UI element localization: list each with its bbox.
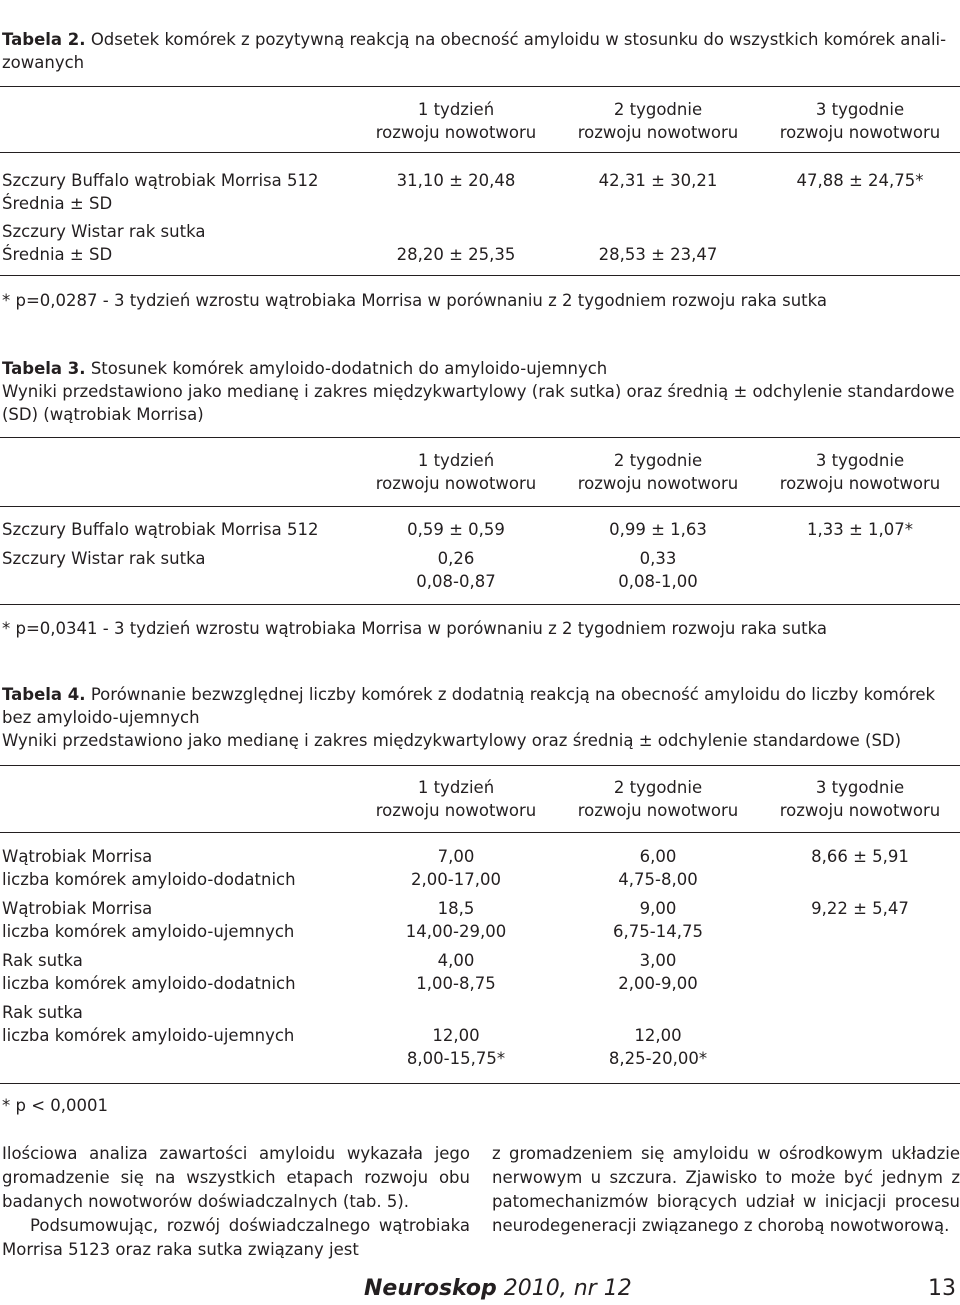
body-column-left xyxy=(2,1142,470,1262)
table3-header-week1: 1 tydzień rozwoju nowotworu xyxy=(375,451,537,493)
table3-row2-week2: 0,33 0,08-1,00 xyxy=(618,549,698,591)
table2-row1-label: Szczury Buffalo wątrobiak Morrisa 512 Średnia ± SD xyxy=(2,171,319,213)
table2-row2-week2: 28,53 ± 23,47 xyxy=(598,245,718,264)
table2-row1-week1: 31,10 ± 20,48 xyxy=(396,171,516,190)
table3-row2-label: Szczury Wistar rak sutka xyxy=(2,549,206,568)
page-number: 13 xyxy=(928,1276,956,1301)
table2-header-week1: 1 tydzień rozwoju nowotworu xyxy=(375,100,537,142)
table3-caption xyxy=(2,357,958,426)
table2-header-week2: 2 tygodnie rozwoju nowotworu xyxy=(577,100,739,142)
table3-label: Tabela 3. xyxy=(2,359,86,378)
table3-header-week3: 3 tygodnie rozwoju nowotworu xyxy=(779,451,941,493)
table3-row1-week3: 1,33 ± 1,07* xyxy=(806,520,914,539)
table2-top-rule xyxy=(0,86,960,87)
table4-row3-week2: 3,00 2,00-9,00 xyxy=(618,951,698,993)
table2-caption xyxy=(2,28,958,74)
table4-label: Tabela 4. xyxy=(2,685,86,704)
table2-row2-week1: 28,20 ± 25,35 xyxy=(396,245,516,264)
table2-caption-line1: Odsetek komórek z pozytywną reakcją na obecność amyloidu w stosunku do wszystkich komórek anali- xyxy=(90,30,947,49)
body-left-paragraph1: Ilościowa analiza zawartości amyloidu wykazała jego gromadzenie się na wszystkich etapach rozwoju obu badanych nowotworów doświadczalnych (tab. 5). xyxy=(2,1144,470,1211)
body-left-paragraph2: Podsumowując, rozwój doświadczalnego wątrobiaka Morrisa 5123 oraz raka sutka związany jest xyxy=(2,1216,470,1259)
table4-caption-line2: bez amyloido-ujemnych xyxy=(2,708,200,727)
table4-row2-week1: 18,5 14,00-29,00 xyxy=(405,899,507,941)
table2-header-week3: 3 tygodnie rozwoju nowotworu xyxy=(779,100,941,142)
journal-issue: 2010, nr 12 xyxy=(503,1276,632,1301)
table2-row1-week2: 42,31 ± 30,21 xyxy=(598,171,718,190)
table3-caption-line3: (SD) (wątrobiak Morrisa) xyxy=(2,405,204,424)
table4-header-week1: 1 tydzień rozwoju nowotworu xyxy=(375,778,537,820)
table4-bottom-rule xyxy=(0,1083,960,1084)
table4-row1-week1: 7,00 2,00-17,00 xyxy=(411,847,501,889)
table4-caption xyxy=(2,683,958,752)
table3-footnote: * p=0,0341 - 3 tydzień wzrostu wątrobiaka Morrisa w porównaniu z 2 tygodniem rozwoju raka sutka xyxy=(2,619,828,638)
table3-row1-label: Szczury Buffalo wątrobiak Morrisa 512 xyxy=(2,520,319,539)
journal-footer xyxy=(364,1274,632,1304)
journal-brand: Neuroskop xyxy=(364,1276,497,1301)
body-column-right xyxy=(492,1142,960,1238)
table4-row1-label: Wątrobiak Morrisa liczba komórek amyloido-dodatnich xyxy=(2,847,296,889)
table2-header-rule xyxy=(0,152,960,153)
table4-row2-week2: 9,00 6,75-14,75 xyxy=(613,899,703,941)
table4-row4-week2: 12,00 8,25-20,00* xyxy=(608,1026,708,1068)
table4-header-week2: 2 tygodnie rozwoju nowotworu xyxy=(577,778,739,820)
table3-header-rule xyxy=(0,506,960,507)
table4-row2-week3: 9,22 ± 5,47 xyxy=(811,899,909,918)
table2-bottom-rule xyxy=(0,275,960,276)
table4-row1-week3: 8,66 ± 5,91 xyxy=(811,847,909,866)
table4-row3-week1: 4,00 1,00-8,75 xyxy=(416,951,496,993)
table2-caption-line2: zowanych xyxy=(2,53,85,72)
table4-row1-week2: 6,00 4,75-8,00 xyxy=(618,847,698,889)
table3-row1-week1: 0,59 ± 0,59 xyxy=(407,520,505,539)
body-right-paragraph: z gromadzeniem się amyloidu w ośrodkowym układzie nerwowym u szczura. Zjawisko to może być jednym z patomechanizmów biorących udział w inicjacji procesu neurodegeneracji związanego z chorobą nowotworową. xyxy=(492,1144,960,1235)
table4-row4-label: Rak sutka liczba komórek amyloido-ujemnych xyxy=(2,1003,295,1045)
table3-row2-week1: 0,26 0,08-0,87 xyxy=(416,549,496,591)
table3-header-week2: 2 tygodnie rozwoju nowotworu xyxy=(577,451,739,493)
table4-row2-label: Wątrobiak Morrisa liczba komórek amyloido-ujemnych xyxy=(2,899,295,941)
table4-row3-label: Rak sutka liczba komórek amyloido-dodatnich xyxy=(2,951,296,993)
table2-row2-label: Szczury Wistar rak sutka Średnia ± SD xyxy=(2,222,206,264)
table4-caption-line3: Wyniki przedstawiono jako medianę i zakres międzykwartylowy oraz średnią ± odchylenie standardowe (SD) xyxy=(2,731,902,750)
table2-row1-week3: 47,88 ± 24,75* xyxy=(796,171,924,190)
table4-caption-line1: Porównanie bezwzględnej liczby komórek z dodatnią reakcją na obecność amyloidu do liczby komórek xyxy=(90,685,936,704)
table3-row1-week2: 0,99 ± 1,63 xyxy=(609,520,707,539)
table4-header-rule xyxy=(0,832,960,833)
table3-bottom-rule xyxy=(0,604,960,605)
table4-row4-week1: 12,00 8,00-15,75* xyxy=(406,1026,506,1068)
table4-header-week3: 3 tygodnie rozwoju nowotworu xyxy=(779,778,941,820)
table4-footnote: * p < 0,0001 xyxy=(2,1096,109,1115)
table3-caption-line1: Stosunek komórek amyloido-dodatnich do amyloido-ujemnych xyxy=(90,359,608,378)
table2-label: Tabela 2. xyxy=(2,30,86,49)
table2-footnote: * p=0,0287 - 3 tydzień wzrostu wątrobiaka Morrisa w porównaniu z 2 tygodniem rozwoju raka sutka xyxy=(2,291,828,310)
table4-top-rule xyxy=(0,765,960,766)
table3-caption-line2: Wyniki przedstawiono jako medianę i zakres międzykwartylowy (rak sutka) oraz średnią ± odchylenie standardowe xyxy=(2,382,955,401)
table3-top-rule xyxy=(0,437,960,438)
